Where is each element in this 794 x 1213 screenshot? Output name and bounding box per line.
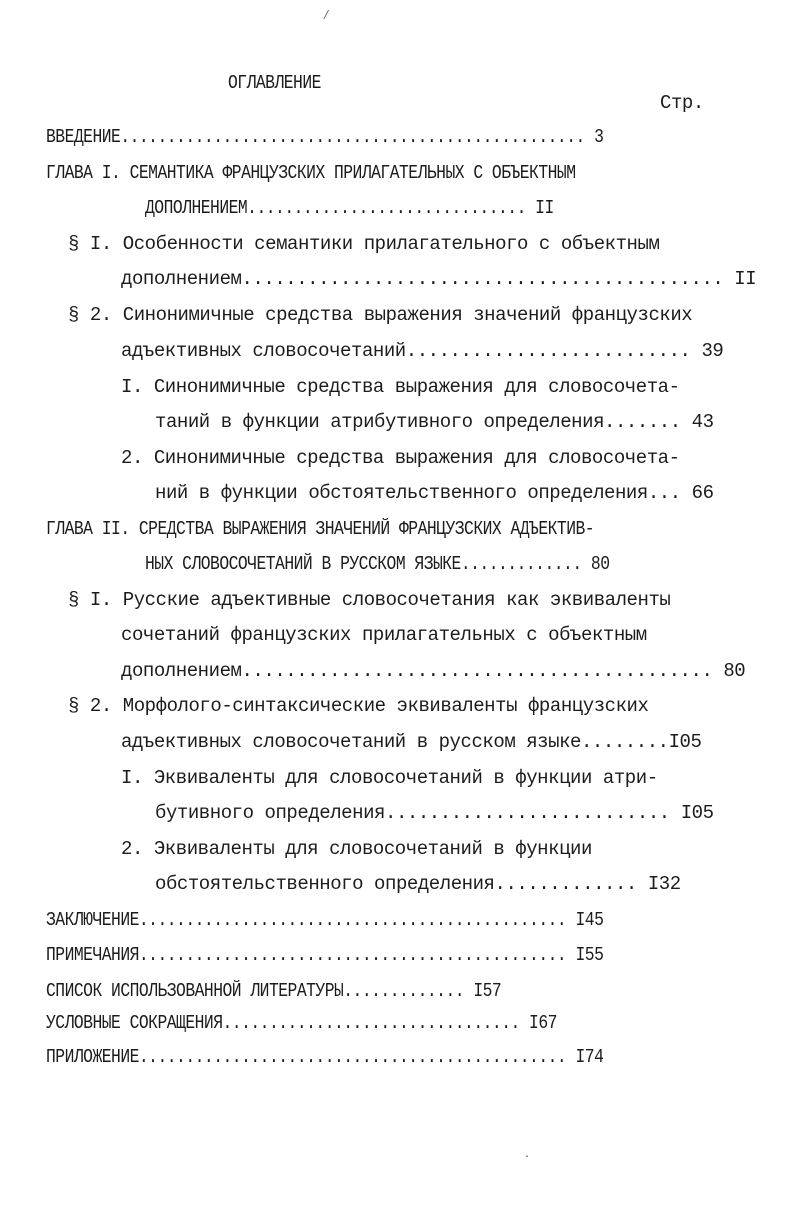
toc-title: ОГЛАВЛЕНИЕ [228,72,321,94]
toc-entry: дополнением............................................ II [121,268,757,290]
toc-subsection: 2. Эквиваленты для словосочетаний в функции [121,838,592,860]
toc-subsection: 2. Синонимичные средства выражения для словосочета- [121,447,680,469]
toc-entry: ПРИМЕЧАНИЯ.............................................. I55 [46,944,604,966]
toc-entry: таний в функции атрибутивного определения....... 43 [155,411,714,433]
toc-entry: бутивного определения.......................... I05 [155,802,714,824]
toc-section: § 2. Морфолого-синтаксические эквиваленты французских [68,695,649,717]
toc-chapter-heading: ГЛАВА II. СРЕДСТВА ВЫРАЖЕНИЯ ЗНАЧЕНИЙ ФРАНЦУЗСКИХ АДЪЕКТИВ- [46,518,595,540]
toc-entry: адъективных словосочетаний в русском языке........I05 [121,731,702,753]
toc-chapter-heading: ГЛАВА I. СЕМАНТИКА ФРАНЦУЗСКИХ ПРИЛАГАТЕЛЬНЫХ С ОБЪЕКТНЫМ [46,162,576,184]
toc-subsection: I. Синонимичные средства выражения для словосочета- [121,376,680,398]
toc-entry: УСЛОВНЫЕ СОКРАЩЕНИЯ................................ I67 [46,1012,557,1034]
toc-section: § I. Особенности семантики прилагательного с объектным [68,233,660,255]
toc-entry: СПИСОК ИСПОЛЬЗОВАННОЙ ЛИТЕРАТУРЫ............. I57 [46,980,502,1002]
toc-entry: НЫХ СЛОВОСОЧЕТАНИЙ В РУССКОМ ЯЗЫКЕ............. 80 [145,553,610,575]
toc-entry: обстоятельственного определения............. I32 [155,873,681,895]
toc-entry: ВВЕДЕНИЕ.................................................. 3 [46,126,604,148]
toc-entry: адъективных словосочетаний.......................... 39 [121,340,724,362]
toc-entry: ДОПОЛНЕНИЕМ.............................. II [145,197,554,219]
toc-entry: ЗАКЛЮЧЕНИЕ.............................................. I45 [46,909,604,931]
stray-mark: ⁄ [322,8,331,24]
toc-subsection: I. Эквиваленты для словосочетаний в функции атри- [121,767,658,789]
toc-entry: ПРИЛОЖЕНИЕ.............................................. I74 [46,1046,604,1068]
toc-entry: дополнением........................................... 80 [121,660,746,682]
toc-section: § I. Русские адъективные словосочетания как эквиваленты [68,589,671,611]
scan-speck: · [524,1152,531,1163]
toc-section-cont: сочетаний французских прилагательных с объектным [121,624,647,646]
page-column-label: Стр. [660,92,704,114]
toc-section: § 2. Синонимичные средства выражения значений французских [68,304,693,326]
toc-entry: ний в функции обстоятельственного определения... 66 [155,482,714,504]
